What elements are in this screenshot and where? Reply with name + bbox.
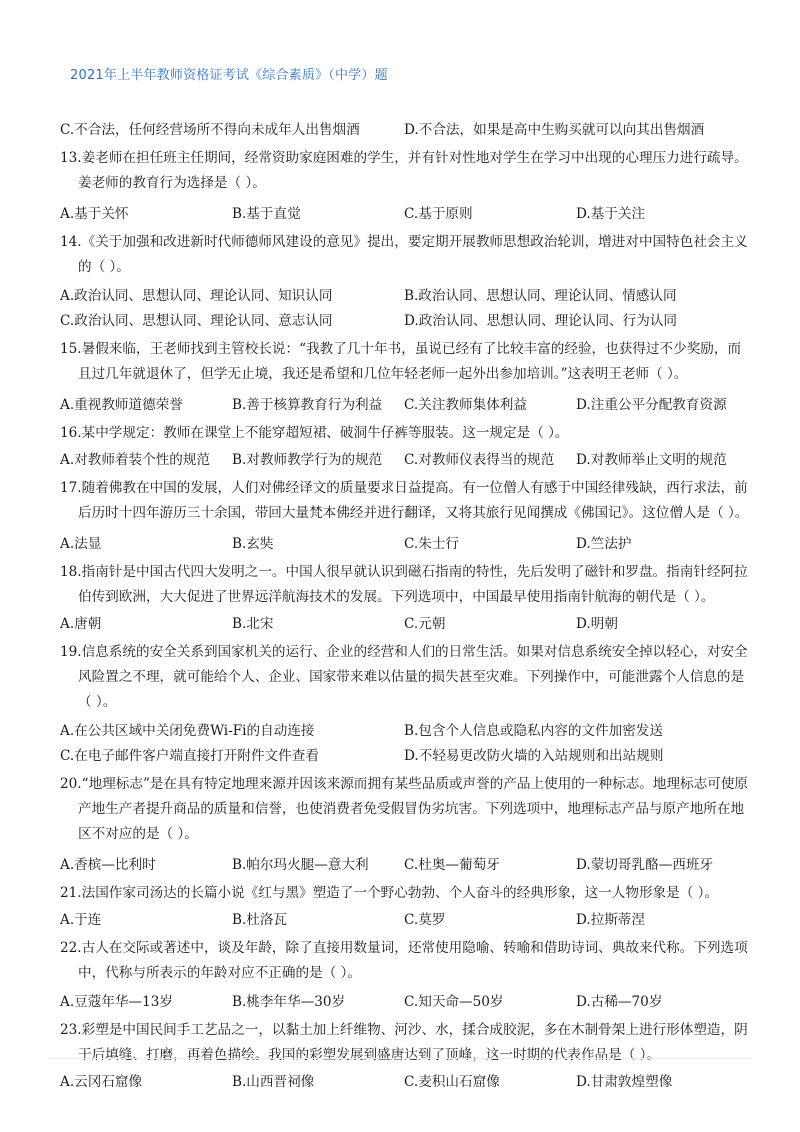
- option-b: B.政治认同、思想认同、理论认同、情感认同: [404, 288, 677, 304]
- option-c: C.不合法，任何经营场所不得向未成年人出售烟酒: [60, 122, 360, 138]
- options-row: [60, 612, 750, 637]
- option-b: B.北宋: [232, 616, 274, 632]
- page-header-title: 2021年上半年教师资格证考试《综合素质》（中学）题: [70, 68, 388, 83]
- option-b: B.帕尔玛火腿—意大利: [232, 857, 369, 873]
- option-b: B.桃李年华—30岁: [232, 994, 346, 1010]
- option-b: B.玄奘: [232, 536, 274, 552]
- options-row: [60, 1070, 750, 1095]
- question-19: [60, 640, 750, 769]
- question-stem: 23.彩塑是中国民间手工艺品之一，以黏土加上纤维物、河沙、水，揉合成胶泥，多在木制骨架上进行形体塑造，阴干后填缝、打磨，再着色描绘。我国的彩塑发展到盛唐达到了顶峰，这一时期的代表作品是（ ）。: [60, 1022, 748, 1063]
- option-d: D.竺法护: [576, 536, 632, 552]
- option-c: C.政治认同、思想认同、理论认同、意志认同: [60, 313, 333, 329]
- option-d: D.古稀—70岁: [576, 994, 663, 1010]
- option-b: B.山西晋祠像: [232, 1074, 315, 1090]
- option-a: A.重视教师道德荣誉: [60, 397, 183, 413]
- question-17: [60, 476, 750, 557]
- option-c: C.麦积山石窟像: [404, 1074, 500, 1090]
- option-d: D.甘肃敦煌塑像: [576, 1074, 673, 1090]
- options-row: [60, 448, 750, 473]
- question-16: [60, 421, 750, 473]
- option-b: B.对教师教学行为的规范: [232, 452, 383, 468]
- question-stem: 16.某中学规定：教师在课堂上不能穿超短裙、破洞牛仔裤等服装。这一规定是（ ）。: [60, 425, 569, 441]
- question-22: [60, 936, 750, 1015]
- option-d: D.政治认同、思想认同、理论认同、行为认同: [404, 313, 678, 329]
- options-row: [60, 908, 750, 933]
- footer-divider: [48, 1058, 752, 1059]
- option-a: A.政治认同、思想认同、理论认同、知识认同: [60, 288, 333, 304]
- option-b: B.杜洛瓦: [232, 912, 288, 928]
- option-a: A.豆蔻年华—13岁: [60, 994, 173, 1010]
- options-row: [60, 202, 750, 227]
- option-c: C.朱士行: [404, 536, 460, 552]
- options-row: [60, 393, 750, 418]
- question-15: [60, 337, 750, 418]
- option-a: A.法显: [60, 536, 102, 552]
- option-a: A.唐朝: [60, 616, 102, 632]
- question-stem: 20.“地理标志”是在具有特定地理来源并因该来源而拥有某些品质或声誉的产品上使用的一种标志。地理标志可使原产地生产者提升商品的质量和信誉，也使消费者免受假冒伪劣坑害。下列选项中，地理标志产品与原产地所在地区不对应的是（ ）。: [60, 776, 749, 842]
- options-row: [60, 719, 750, 744]
- option-d: D.不合法，如果是高中生购买就可以向其出售烟酒: [404, 122, 705, 138]
- option-a: A.在公共区域中关闭免费Wi-Fi的自动连接: [60, 723, 315, 739]
- exam-content: [60, 118, 750, 1095]
- option-d: D.基于关注: [576, 206, 646, 222]
- options-row: [60, 990, 750, 1015]
- option-b: B.基于直觉: [232, 206, 301, 222]
- option-b: B.包含个人信息或隐私内容的文件加密发送: [404, 723, 663, 739]
- question-13: [60, 146, 750, 227]
- options-row: [60, 853, 750, 878]
- options-row: [60, 744, 750, 769]
- question-23: [60, 1018, 750, 1095]
- question-stem: 19.信息系统的安全关系到国家机关的运行、企业的经营和人们的日常生活。如果对信息系统安全掉以轻心，对安全风险置之不理，就可能给个人、企业、国家带来难以估量的损失甚至灾难。下列操作中，可能泄露个人信息的是（ ）。: [60, 644, 748, 710]
- question-stem: 13.姜老师在担任班主任期间，经常资助家庭困难的学生，并有针对性地对学生在学习中出现的心理压力进行疏导。姜老师的教育行为选择是（ ）。: [60, 150, 748, 191]
- question-stem: 18.指南针是中国古代四大发明之一。中国人很早就认识到磁石指南的特性，先后发明了磁针和罗盘。指南针经阿拉伯传到欧洲，大大促进了世界远洋航海技术的发展。下列选项中，中国最早使用指南针航海的朝代是（ ）。: [60, 564, 748, 605]
- option-c: C.杜奥—葡萄牙: [404, 857, 500, 873]
- option-d: D.蒙切哥乳酪—西班牙: [576, 857, 714, 873]
- option-a: A.于连: [60, 912, 102, 928]
- option-d: D.对教师举止文明的规范: [576, 452, 727, 468]
- option-c: C.对教师仪表得当的规范: [404, 452, 555, 468]
- option-c: C.元朝: [404, 616, 446, 632]
- question-stem: 22.古人在交际或著述中，谈及年龄，除了直接用数量词，还常使用隐喻、转喻和借助诗词、典故来代称。下列选项中，代称与所表示的年龄对应不正确的是（ ）。: [60, 940, 748, 981]
- question-18: [60, 560, 750, 637]
- options-row: [60, 284, 750, 309]
- option-c: C.莫罗: [404, 912, 446, 928]
- option-c: C.在电子邮件客户端直接打开附件文件查看: [60, 748, 319, 764]
- options-row: [60, 532, 750, 557]
- option-d: D.拉斯蒂涅: [576, 912, 646, 928]
- option-a: A.对教师着装个性的规范: [60, 452, 211, 468]
- option-a: A.基于关怀: [60, 206, 129, 222]
- q12-options: [60, 118, 750, 143]
- option-d: D.注重公平分配教育资源: [576, 397, 727, 413]
- question-stem: 21.法国作家司汤达的长篇小说《红与黑》塑造了一个野心勃勃、个人奋斗的经典形象，这一人物形象是（ ）。: [60, 885, 719, 901]
- option-d: D.不轻易更改防火墙的入站规则和出站规则: [404, 748, 664, 764]
- question-21: [60, 881, 750, 933]
- options-row: [60, 309, 750, 334]
- option-c: C.关注教师集体利益: [404, 397, 527, 413]
- option-b: B.善于核算教育行为利益: [232, 397, 383, 413]
- option-c: C.知天命—50岁: [404, 994, 504, 1010]
- question-stem: 17.随着佛教在中国的发展，人们对佛经译文的质量要求日益提高。有一位僧人有感于中国经律残缺，西行求法，前后历时十四年游历三十余国，带回大量梵本佛经并进行翻译，又将其旅行见闻撰成《佛国记》。这位僧人是（ ）。: [60, 480, 749, 521]
- question-14: [60, 230, 750, 334]
- option-a: A.云冈石窟像: [60, 1074, 143, 1090]
- option-d: D.明朝: [576, 616, 618, 632]
- option-a: A.香槟—比利时: [60, 857, 156, 873]
- question-20: [60, 772, 750, 878]
- question-stem: 14.《关于加强和改进新时代师德师风建设的意见》提出，要定期开展教师思想政治轮训，增进对中国特色社会主义的（ ）。: [60, 234, 748, 275]
- question-stem: 15.暑假来临，王老师找到主管校长说：“我教了几十年书，虽说已经有了比较丰富的经验，也获得过不少奖励，而且过几年就退休了，但学无止境，我还是希望和几位年轻老师一起外出参加培训。”这表明王老师（ ）。: [60, 341, 742, 382]
- option-c: C.基于原则: [404, 206, 473, 222]
